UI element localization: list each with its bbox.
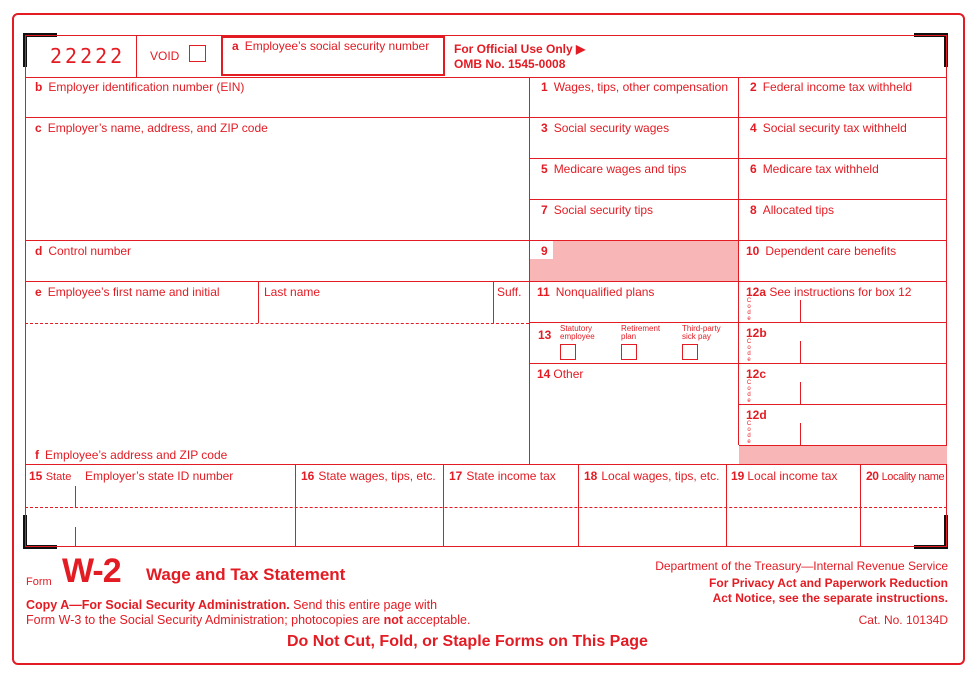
- row-line: [25, 240, 947, 241]
- third-party-sick-pay-label: Third-party sick pay: [682, 324, 721, 341]
- code-divider: [800, 300, 801, 322]
- retirement-plan-label: Retirement plan: [621, 324, 661, 341]
- box-c-label: c Employer’s name, address, and ZIP code: [35, 121, 268, 135]
- form-word: Form: [26, 576, 52, 588]
- box12a-label: 12a See instructions for box 12: [746, 285, 912, 299]
- col-line: [258, 281, 259, 323]
- box3-label: 3 Social security wages: [541, 121, 670, 135]
- third-party-sick-pay-checkbox[interactable]: [682, 344, 698, 360]
- box15-state-id-label: Employer’s state ID number: [85, 469, 234, 483]
- col-line: [860, 464, 861, 547]
- box4-label: 4 Social security tax withheld: [750, 121, 907, 135]
- box2-label: 2 Federal income tax withheld: [750, 80, 913, 94]
- box6-label: 6 Medicare tax withheld: [750, 162, 879, 176]
- box14-label: 14 Other: [537, 367, 584, 381]
- col-line: [493, 281, 494, 323]
- row-line: [739, 404, 947, 405]
- box8-label: 8 Allocated tips: [750, 203, 835, 217]
- suffix-label: Suff.: [497, 285, 522, 299]
- box18-label: 18 Local wages, tips, etc.: [584, 469, 720, 483]
- dashed-divider: [25, 507, 947, 508]
- row-line: [25, 117, 947, 118]
- code-divider: [800, 423, 801, 445]
- box1-label: 1 Wages, tips, other compensation: [541, 80, 728, 94]
- row-line: [25, 464, 947, 465]
- void-label: VOID: [150, 49, 180, 63]
- statutory-employee-label: Statutory employee: [560, 324, 595, 341]
- box15-label: 15 State: [29, 469, 72, 483]
- box12a-code-label: C o d e: [746, 298, 752, 322]
- form-title: Wage and Tax Statement: [146, 565, 346, 584]
- col-line: [295, 464, 296, 547]
- box17-label: 17 State income tax: [449, 469, 556, 483]
- row-line: [25, 281, 947, 282]
- box12d-label: 12d: [746, 408, 767, 422]
- treasury-dept: Department of the Treasury—Internal Revenue Service: [655, 559, 948, 573]
- box9-shading-lower: [530, 259, 553, 281]
- box12b-code-label: C o d e: [746, 339, 752, 363]
- catalog-number: Cat. No. 10134D: [858, 613, 948, 627]
- privacy-notice-line-2: Act Notice, see the separate instructions.: [712, 591, 948, 605]
- box5-label: 5 Medicare wages and tips: [541, 162, 687, 176]
- state-divider: [75, 486, 76, 507]
- official-use-label: For Official Use Only ▶: [454, 42, 586, 56]
- box-d-label: d Control number: [35, 244, 132, 258]
- code-divider: [800, 382, 801, 404]
- do-not-cut-notice: Do Not Cut, Fold, or Staple Forms on This Page: [287, 633, 648, 650]
- col-line: [443, 464, 444, 547]
- box11-label: 11 Nonqualified plans: [537, 285, 655, 299]
- statutory-employee-checkbox[interactable]: [560, 344, 576, 360]
- box-b-label: b Employer identification number (EIN): [35, 80, 245, 94]
- col-line: [726, 464, 727, 547]
- copy-a-line-1: Copy A—For Social Security Administration. Send this entire page with: [26, 598, 438, 612]
- copy-a-line-2: Form W-3 to the Social Security Administration; photocopies are not acceptable.: [26, 613, 471, 627]
- retirement-plan-checkbox[interactable]: [621, 344, 637, 360]
- state-divider: [75, 527, 76, 547]
- box16-label: 16 State wages, tips, etc.: [301, 469, 436, 483]
- dashed-divider: [25, 323, 529, 324]
- box12d-code-label: C o d e: [746, 421, 752, 445]
- box19-label: 19 Local income tax: [731, 469, 838, 483]
- code-divider: [800, 341, 801, 363]
- box-a-label: a Employee’s social security number: [232, 39, 430, 53]
- col-line: [738, 77, 739, 445]
- box12c-label: 12c: [746, 367, 767, 381]
- box12c-code-label: C o d e: [746, 380, 752, 404]
- omb-number: OMB No. 1545-0008: [454, 57, 566, 71]
- col-line: [136, 35, 137, 77]
- form-name-w2: W-2: [62, 552, 121, 590]
- box-e-label: e Employee’s first name and initial: [35, 285, 220, 299]
- last-name-label: Last name: [264, 285, 321, 299]
- box-f-label: f Employee’s address and ZIP code: [35, 448, 228, 462]
- box20-label: 20 Locality name: [866, 469, 945, 483]
- box7-label: 7 Social security tips: [541, 203, 654, 217]
- box12b-label: 12b: [746, 326, 767, 340]
- void-checkbox[interactable]: [189, 45, 206, 62]
- box12d-shading: [739, 445, 947, 464]
- box13-number: 13: [538, 328, 552, 342]
- col-line: [529, 77, 530, 464]
- form-code: 22222: [50, 44, 126, 68]
- box9-shading: [553, 241, 738, 281]
- row-line: [25, 77, 947, 78]
- row-line: [739, 445, 947, 446]
- col-line: [578, 464, 579, 547]
- box9-label: 9: [541, 244, 548, 258]
- privacy-notice-line-1: For Privacy Act and Paperwork Reduction: [709, 576, 948, 590]
- box10-label: 10 Dependent care benefits: [746, 244, 897, 258]
